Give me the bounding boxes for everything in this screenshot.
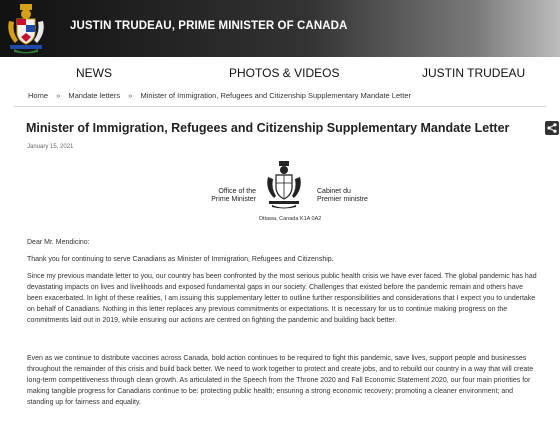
publish-date: January 15, 2021 bbox=[27, 144, 74, 150]
letterhead-crest-icon bbox=[264, 160, 304, 210]
breadcrumb bbox=[28, 91, 417, 100]
letterhead-office-en bbox=[198, 188, 256, 204]
nav-justin-trudeau[interactable]: JUSTIN TRUDEAU bbox=[422, 66, 526, 80]
letterhead-office-fr bbox=[317, 188, 387, 204]
breadcrumb-current: Minister of Immigration, Refugees and Citizenship Supplementary Mandate Letter bbox=[140, 91, 411, 100]
breadcrumb-separator: » bbox=[56, 91, 61, 100]
page-title: Minister of Immigration, Refugees and Citizenship Supplementary Mandate Letter bbox=[26, 121, 510, 135]
site-header bbox=[0, 0, 560, 57]
divider bbox=[14, 106, 546, 107]
letterhead-address: Ottawa, Canada K1A 0A2 bbox=[258, 216, 322, 222]
letterhead-right-line1: Cabinet du bbox=[317, 188, 351, 195]
breadcrumb-home[interactable]: Home bbox=[28, 91, 49, 100]
letterhead-left-line1: Office of the bbox=[218, 188, 256, 195]
share-icon[interactable] bbox=[545, 121, 559, 135]
letterhead-left-line2: Prime Minister bbox=[211, 196, 256, 203]
letter-paragraph: Thank you for continuing to serve Canadians as Minister of Immigration, Refugees and Citizenship. bbox=[27, 256, 334, 263]
letter-paragraph: Even as we continue to distribute vaccines across Canada, bold action continues to be required to fight this pandemic, save lives, support people and businesses throughout the remainder of this crisis and build back better. We need to work together to protect and create jobs, and to rebuild our country in a way that will create long-term competitiveness through clean growth. As articulated in the Speech from the Throne 2020 and Fall Economic Statement 2020, our four main priorities for making tangible progress for Canadians continue to be: protecting public health; ensuring a strong economic recovery; promoting a cleaner environment; and standing up for fairness and equality. bbox=[27, 355, 534, 406]
site-title[interactable]: JUSTIN TRUDEAU, PRIME MINISTER OF CANADA bbox=[70, 20, 348, 32]
canada-coat-of-arms-icon[interactable] bbox=[6, 3, 46, 54]
main-nav bbox=[0, 57, 560, 89]
letter-paragraph: Since my previous mandate letter to you, our country has been confronted by the most serious public health crisis we have ever faced. The global pandemic has had devastating impacts on lives and livelihoods and exposed fundamental gaps in our society. Challenges that existed before the pandemic remain and others have been exacerbated. In light of these realities, I am issuing this supplementary letter to outline further responsibilities and considerations that I expect you to undertake on behalf of Canadians. Nothing in this letter replaces any previous commitments or expectations. It is necessary for us to continue making progress on the commitments laid out in 2019, while ensuring our actions are centred on fighting the pandemic and building back better. bbox=[27, 273, 537, 324]
letter-salutation: Dear Mr. Mendicino: bbox=[27, 239, 90, 246]
nav-news[interactable]: NEWS bbox=[76, 66, 112, 80]
breadcrumb-separator: » bbox=[128, 91, 133, 100]
letterhead-right-line2: Premier ministre bbox=[317, 196, 368, 203]
breadcrumb-mandate-letters[interactable]: Mandate letters bbox=[68, 91, 121, 100]
nav-photos-videos[interactable]: PHOTOS & VIDEOS bbox=[229, 66, 340, 80]
